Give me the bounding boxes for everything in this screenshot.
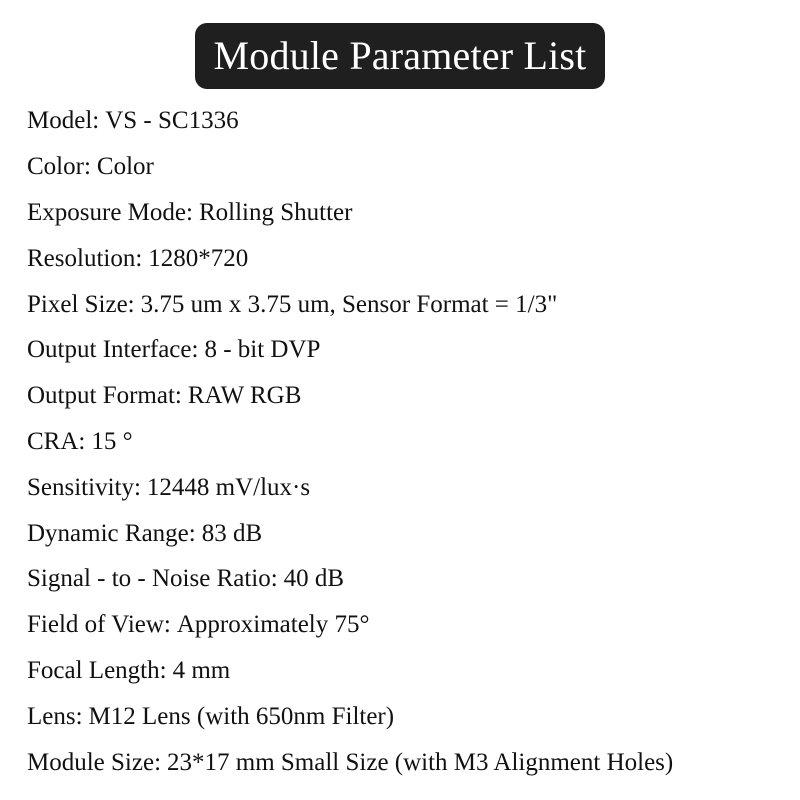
param-row-module-size bbox=[27, 739, 787, 785]
param-value: 8 - bit DVP bbox=[204, 336, 321, 364]
param-label: Dynamic Range: bbox=[27, 519, 196, 547]
param-label: Exposure Mode: bbox=[27, 198, 193, 226]
param-label: Output Format: bbox=[27, 382, 182, 410]
param-row-resolution bbox=[27, 235, 787, 281]
param-row-cra bbox=[27, 419, 787, 465]
param-row-snr bbox=[27, 556, 787, 602]
param-value: 12448 mV/lux·s bbox=[146, 473, 311, 501]
param-value: 4 mm bbox=[172, 656, 231, 684]
param-value: VS - SC1336 bbox=[105, 107, 239, 135]
title-container bbox=[0, 23, 800, 89]
param-label: Color: bbox=[27, 153, 91, 181]
param-value: Color bbox=[96, 153, 154, 181]
param-value: Approximately 75° bbox=[176, 611, 370, 639]
param-value: 15 ° bbox=[91, 427, 133, 455]
param-row-pixel-size bbox=[27, 281, 787, 327]
param-label: Output Interface: bbox=[27, 336, 199, 364]
param-row-dynamic-range bbox=[27, 510, 787, 556]
param-row-sensitivity bbox=[27, 464, 787, 510]
param-row-model bbox=[27, 98, 787, 144]
param-row-focal-length bbox=[27, 648, 787, 694]
param-value: 40 dB bbox=[283, 565, 345, 593]
param-label: Pixel Size: bbox=[27, 290, 135, 318]
param-label: Module Size: bbox=[27, 748, 162, 776]
param-value: 1280*720 bbox=[148, 244, 249, 272]
param-label: Signal - to - Noise Ratio: bbox=[27, 565, 278, 593]
page-title: Module Parameter List bbox=[195, 23, 605, 89]
param-row-field-of-view bbox=[27, 602, 787, 648]
param-value: RAW RGB bbox=[187, 382, 302, 410]
param-row-output-interface bbox=[27, 327, 787, 373]
parameter-list bbox=[27, 98, 787, 785]
param-value: Rolling Shutter bbox=[198, 198, 353, 226]
param-label: CRA: bbox=[27, 427, 86, 455]
param-value: 3.75 um x 3.75 um, Sensor Format = 1/3" bbox=[140, 290, 558, 318]
param-row-output-format bbox=[27, 373, 787, 419]
param-label: Sensitivity: bbox=[27, 473, 141, 501]
param-value: 83 dB bbox=[201, 519, 263, 547]
param-label: Field of View: bbox=[27, 611, 171, 639]
param-row-exposure-mode bbox=[27, 190, 787, 236]
param-row-lens bbox=[27, 693, 787, 739]
param-label: Model: bbox=[27, 107, 100, 135]
param-label: Resolution: bbox=[27, 244, 143, 272]
param-label: Lens: bbox=[27, 702, 83, 730]
param-value: 23*17 mm Small Size (with M3 Alignment Holes) bbox=[167, 748, 674, 776]
param-label: Focal Length: bbox=[27, 656, 167, 684]
param-row-color bbox=[27, 144, 787, 190]
param-value: M12 Lens (with 650nm Filter) bbox=[88, 702, 395, 730]
